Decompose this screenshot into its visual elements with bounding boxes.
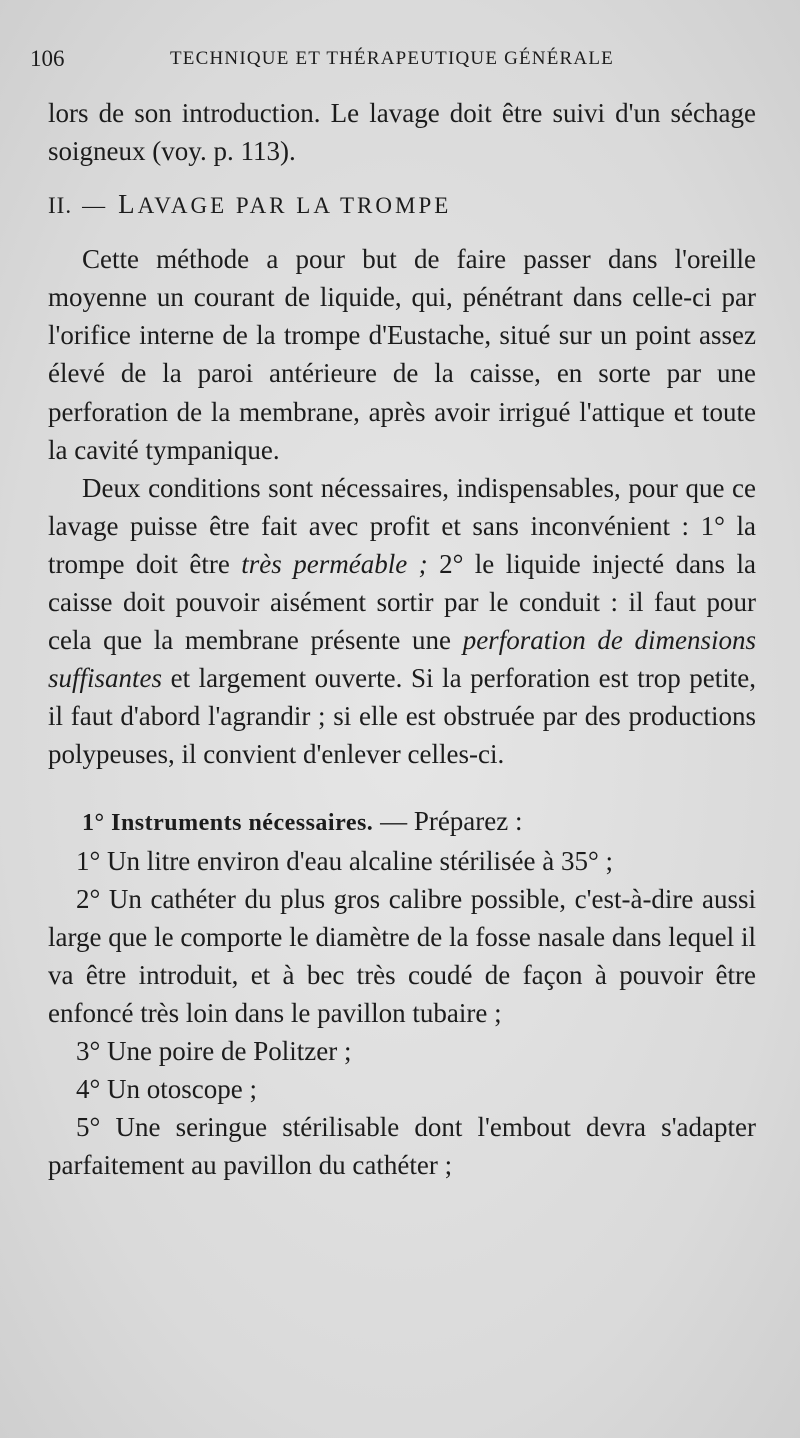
instruments-heading: 1° Instruments nécessaires.: [82, 809, 374, 836]
section-numeral: II.: [48, 193, 73, 219]
conditions-text-3: et largement ouverte. Si la perforation est trop petite, il faut d'abord l'agrandir ; si elle est obstruée par des productions polypeuses, il convient d'enlever celles-ci.: [48, 663, 756, 770]
page-number: 106: [30, 46, 65, 71]
section-title-rest: AVAGE PAR LA TROMPE: [137, 193, 452, 219]
instruments-heading-line: [48, 802, 756, 842]
paragraph-method: Cette méthode a pour but de faire passer dans l'oreille moyenne un courant de liquide, qui, pénétrant dans celle-ci par l'orifice interne de la trompe d'Eustache, situé sur un point assez élevé de la paroi antérieure de la caisse, en sorte par une perforation de la membrane, après avoir irrigué l'attique et toute la cavité tympanique.: [48, 244, 756, 465]
continuation-paragraph: lors de son introduction. Le lavage doit être suivi d'un séchage soigneux (voy. p. 113).: [48, 98, 756, 167]
conditions-italic-1: très perméable ;: [241, 548, 428, 579]
body-text: [48, 94, 756, 1184]
conditions-italic-2: perforation de dimensions suffisantes: [48, 625, 756, 694]
running-head: [30, 44, 760, 74]
section-title-initial: L: [118, 189, 138, 220]
section-dash: —: [82, 193, 109, 219]
list-item: 2° Un cathéter du plus gros calibre possible, c'est-à-dire aussi large que le comporte le diamètre de la fosse nasale dans lequel il va être introduit, et à bec très coudé de façon à pouvoir être enfoncé très loin dans le pavillon tubaire ;: [48, 883, 756, 1028]
instruments-heading-suffix: — Préparez :: [373, 805, 523, 836]
list-item: 4° Un otoscope ;: [76, 1074, 258, 1105]
paragraph-conditions: [48, 469, 756, 774]
running-title: TECHNIQUE ET THÉRAPEUTIQUE GÉNÉRALE: [170, 48, 614, 69]
section-heading: [48, 184, 756, 226]
section-gap: [48, 774, 756, 802]
conditions-text-1: Deux conditions sont nécessaires, indispensables, pour que ce lavage puisse être fait avec profit et sans inconvénient : 1° la trompe doit être: [48, 472, 756, 579]
list-item: 1° Un litre environ d'eau alcaline stérilisée à 35° ;: [76, 845, 614, 876]
conditions-text-2: 2° le liquide injecté dans la caisse doit pouvoir aisément sortir par le conduit : il faut pour cela que la membrane présente une: [48, 548, 756, 656]
list-item: 5° Une seringue stérilisable dont l'embout devra s'adapter parfaitement au pavillon du cathéter ;: [48, 1112, 756, 1181]
list-item: 3° Une poire de Politzer ;: [76, 1036, 352, 1067]
